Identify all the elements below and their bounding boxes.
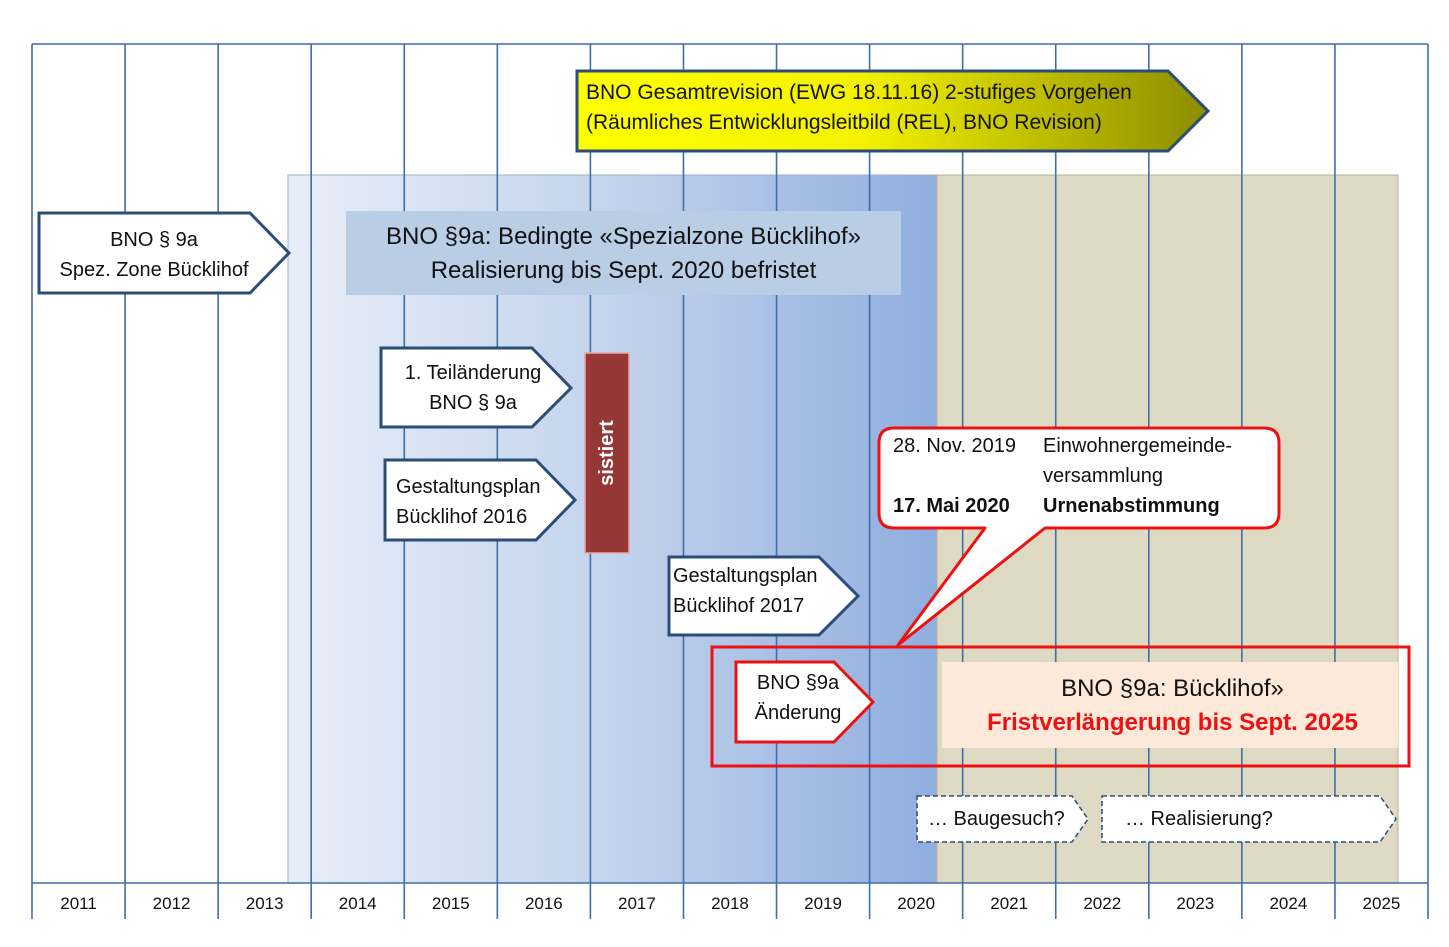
- aenderung-text: [738, 668, 858, 728]
- bedingte-text: [346, 220, 901, 288]
- spez-zone-line2: Spez. Zone Bücklihof: [59, 259, 249, 281]
- fristverlaengerung-line1: BNO §9a: Bücklihof»: [1061, 675, 1284, 702]
- year-label-2013: 2013: [245, 894, 284, 913]
- teilaenderung-text: [383, 358, 563, 418]
- callout-text: [893, 431, 1233, 521]
- year-label-2020: 2020: [897, 894, 936, 913]
- year-label-2024: 2024: [1269, 894, 1308, 913]
- gesamtrevision-line1: BNO Gesamtrevision (EWG 18.11.16) 2-stufiges Vorgehen: [586, 81, 1132, 104]
- year-label-2015: 2015: [431, 894, 470, 913]
- bedingte-line1: BNO §9a: Bedingte «Spezialzone Bücklihof»: [386, 223, 861, 250]
- bedingte-line2: Realisierung bis Sept. 2020 befristet: [430, 257, 817, 284]
- year-label-2011: 2011: [60, 894, 97, 913]
- gesamtrevision-line2: (Räumliches Entwicklungsleitbild (REL), BNO Revision): [586, 111, 1102, 134]
- gestaltungsplan-2016-line1: Gestaltungsplan: [396, 476, 541, 498]
- year-label-2025: 2025: [1362, 894, 1401, 913]
- fristverlaengerung-text: [942, 672, 1403, 740]
- year-label-2021: 2021: [990, 894, 1029, 913]
- year-label-2014: 2014: [338, 894, 377, 913]
- gesamtrevision-text: [586, 78, 1132, 138]
- year-label-2017: 2017: [618, 894, 656, 913]
- teilaenderung-line2: BNO § 9a: [429, 392, 517, 414]
- year-label-2016: 2016: [524, 894, 563, 913]
- baugesuch-text: … Baugesuch?: [928, 808, 1065, 830]
- gestaltungsplan-2017-line2: Bücklihof 2017: [673, 595, 805, 617]
- realisierung-text: … Realisierung?: [1125, 808, 1273, 830]
- year-label-2022: 2022: [1083, 894, 1122, 913]
- spez-zone-text: [41, 225, 267, 285]
- callout-date1: 28. Nov. 2019: [893, 435, 1017, 457]
- sistiert-label: sistiert: [596, 420, 618, 486]
- aenderung-line1: BNO §9a: [756, 672, 840, 694]
- spez-zone-line1: BNO § 9a: [110, 229, 198, 251]
- callout-text1b: versammlung: [1043, 465, 1164, 487]
- callout-text1a: Einwohnergemeinde-: [1043, 435, 1233, 457]
- gestaltungsplan-2016-line2: Bücklihof 2016: [396, 506, 528, 528]
- callout-text2: Urnenabstimmung: [1043, 495, 1220, 517]
- fristverlaengerung-line2: Fristverlängerung bis Sept. 2025: [987, 709, 1358, 736]
- teilaenderung-line1: 1. Teiländerung: [404, 362, 542, 384]
- gestaltungsplan-2017-text: [673, 561, 818, 621]
- year-label-2018: 2018: [711, 894, 749, 913]
- callout-date2: 17. Mai 2020: [893, 495, 1010, 517]
- year-label-2019: 2019: [804, 894, 842, 913]
- gestaltungsplan-2016-text: [396, 472, 541, 532]
- year-label-2023: 2023: [1176, 894, 1215, 913]
- gestaltungsplan-2017-line1: Gestaltungsplan: [673, 565, 818, 587]
- year-label-2012: 2012: [152, 894, 191, 913]
- aenderung-line2: Änderung: [754, 702, 842, 724]
